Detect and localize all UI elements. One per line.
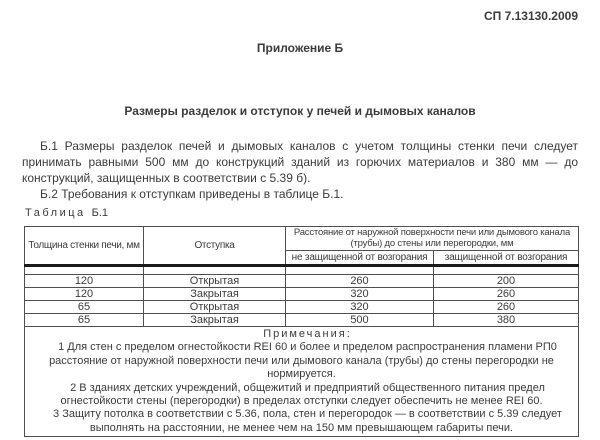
table-label-word: Таблица (25, 207, 86, 219)
table-label (25, 207, 108, 219)
table-cell: 260 (434, 301, 579, 314)
header-divider-row (25, 266, 579, 275)
table-cell: Открытая (144, 301, 286, 314)
header-unprotected: не защищенной от возгорания (286, 251, 434, 266)
spacer-cell (144, 266, 286, 275)
table-label-number: Б.1 (91, 207, 109, 219)
table-b1 (24, 226, 579, 437)
paragraph-b1: Б.1 Размеры разделок печей и дымовых каналов с учетом толщины стенки печи следует принимать равными 500 мм до конструкций зданий из горючих материалов и 380 мм — до конструкций, защищенных в соответствии с 5.39 б). (22, 139, 578, 185)
table-cell: 260 (286, 275, 434, 288)
notes-cell (25, 327, 579, 437)
table-cell: 320 (286, 288, 434, 301)
header-distance-group: Расстояние от наружной поверхности печи или дымового канала (трубы) до стены или перегородки, мм (286, 227, 579, 251)
table-cell: 65 (25, 314, 144, 327)
table-cell: 200 (434, 275, 579, 288)
notes-row (25, 327, 579, 437)
table-cell: 260 (434, 288, 579, 301)
page-title: Размеры разделок и отступок у печей и дымовых каналов (124, 104, 476, 118)
table-cell: 65 (25, 301, 144, 314)
body-text (22, 138, 578, 202)
table-cell: Закрытая (144, 314, 286, 327)
header-wall-thickness: Толщина стенки печи, мм (25, 227, 144, 266)
table-row (25, 288, 579, 301)
table-cell: Закрытая (144, 288, 286, 301)
table-cell: 120 (25, 288, 144, 301)
appendix-label: Приложение Б (256, 41, 344, 55)
table-row (25, 275, 579, 288)
table-cell: 380 (434, 314, 579, 327)
table-cell: 320 (286, 301, 434, 314)
spacer-cell (286, 266, 434, 275)
header-otstupka: Отступка (144, 227, 286, 266)
table-cell: 500 (286, 314, 434, 327)
table-cell: Открытая (144, 275, 286, 288)
spacer-cell (25, 266, 144, 275)
paragraph-b2: Б.2 Требования к отступкам приведены в таблице Б.1. (40, 187, 344, 201)
header-protected: защищенной от возгорания (434, 251, 579, 266)
spacer-cell (434, 266, 579, 275)
table-row (25, 301, 579, 314)
table-row (25, 314, 579, 327)
note-1: 1 Для стен с пределом огнестойкости REI 60 и более и пределом распространения пламени РП0 расстояние от наружной поверхности печи или дымового канала (трубы) до стены перегородки не нормируется. (49, 341, 557, 381)
notes-label: Примечания: (263, 328, 352, 340)
table-cell: 120 (25, 275, 144, 288)
table-header-row-1 (25, 227, 579, 251)
note-3: 3 Защиту потолка в соответствии с 5.36, пола, стен и перегородок — в соответствии с 5.39 следует выполнять на расстоянии, не менее чем на 150 мм превышающем габариты печи. (53, 408, 562, 434)
note-2: 2 В зданиях детских учреждений, общежитий и предприятий общественного питания предел огнестойкости стены (перегородки) в пределах отступки следует обеспечить не менее REI 60. (60, 381, 545, 408)
doc-code: СП 7.13130.2009 (483, 9, 578, 23)
